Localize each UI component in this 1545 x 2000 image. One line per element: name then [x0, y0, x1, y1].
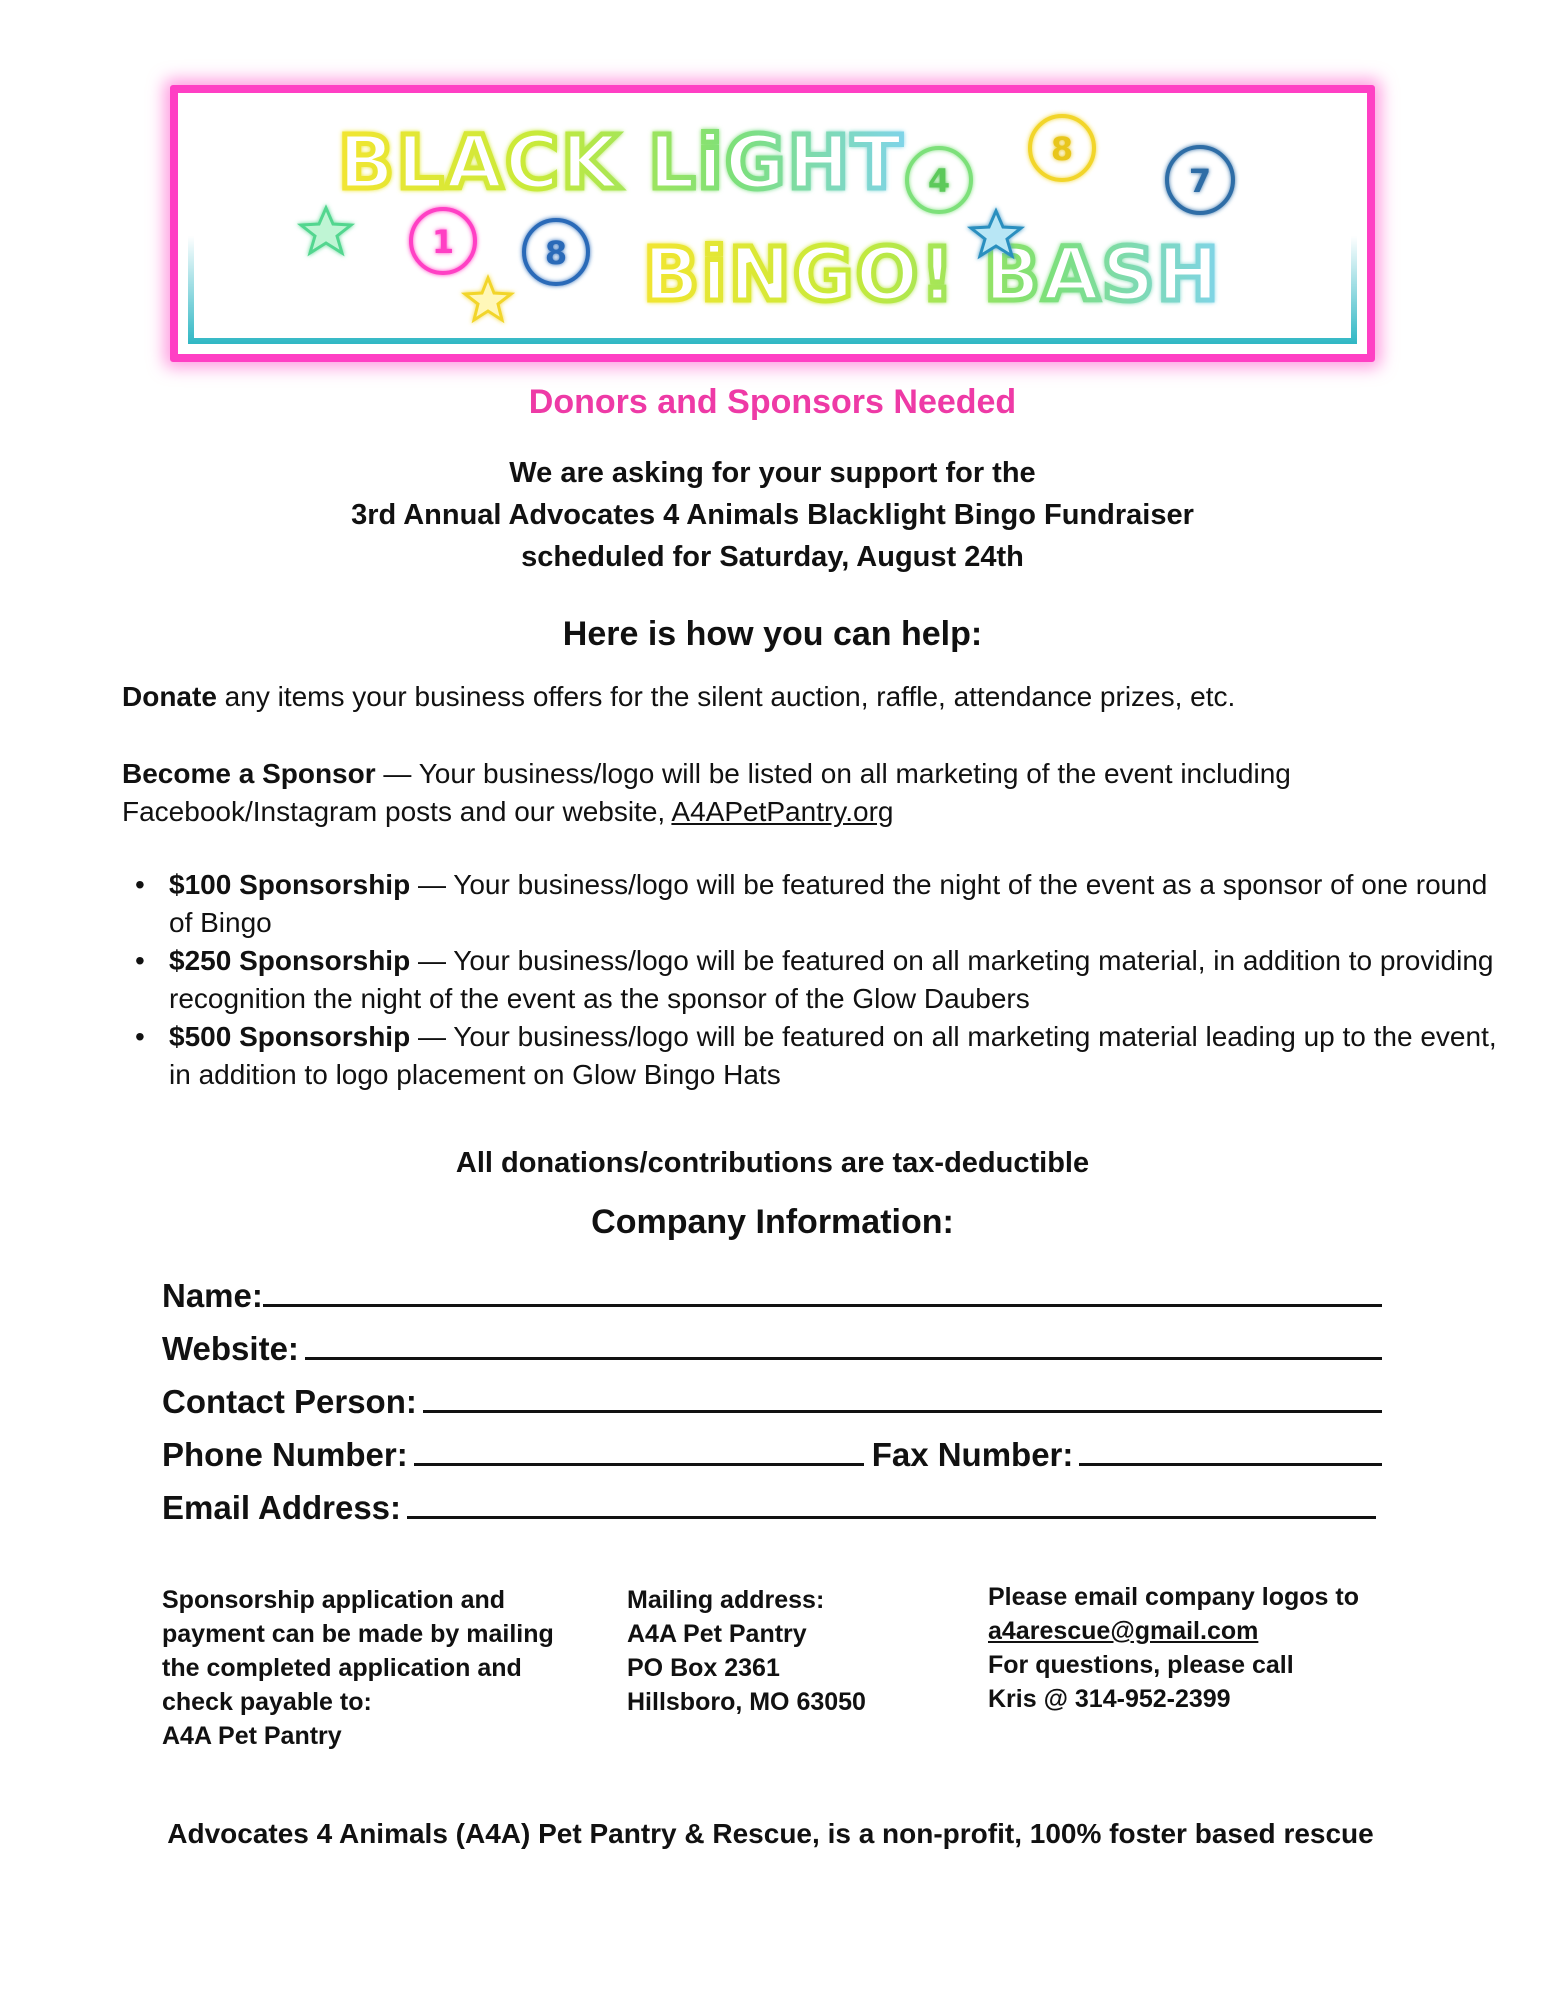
text-line: A4A Pet Pantry: [162, 1722, 342, 1750]
text-line: the completed application and: [162, 1654, 522, 1682]
text-line: For questions, please call: [988, 1651, 1294, 1679]
email-link[interactable]: a4arescue@gmail.com: [988, 1617, 1259, 1645]
banner-title-line1: BLACK LiGHT: [338, 120, 904, 206]
footer-note: Advocates 4 Animals (A4A) Pet Pantry & Rescue, is a non-profit, 100% foster based rescue: [167, 1818, 1374, 1849]
text-line: payment can be made by mailing: [162, 1620, 554, 1648]
how-to-help-heading: Here is how you can help:: [562, 615, 983, 653]
star-icon: [465, 278, 511, 320]
bingo-ball-7: [1167, 147, 1233, 213]
banner-artwork: [178, 93, 1383, 370]
tier-label: $100 Sponsorship: [169, 869, 411, 900]
tier-text: — Your business/logo will be featured on all marketing material leading up to the event, in addition to logo placement on Glow Bingo Hats: [169, 1021, 1497, 1090]
intro-line-2: 3rd Annual Advocates 4 Animals Blacklight Bingo Fundraiser: [351, 499, 1194, 531]
tier-text: — Your business/logo will be featured on all marketing material, in addition to providing recognition the night of the event as the sponsor of the Glow Daubers: [169, 945, 1494, 1014]
text-line: A4A Pet Pantry: [627, 1620, 807, 1648]
donate-label: Donate: [122, 681, 217, 712]
tier-label: $250 Sponsorship: [169, 945, 411, 976]
intro-block: [0, 452, 1545, 578]
name-field[interactable]: [263, 1274, 1382, 1307]
list-item: [135, 942, 1499, 1018]
contact-row: [162, 1376, 1382, 1429]
text-line: Please email company logos to: [988, 1583, 1359, 1611]
company-information-heading: Company Information:: [591, 1203, 954, 1241]
donate-text: any items your business offers for the silent auction, raffle, attendance prizes, etc.: [216, 681, 1236, 712]
phone-number-field[interactable]: [414, 1433, 864, 1466]
text-line: Hillsboro, MO 63050: [627, 1688, 866, 1716]
mailing-address: [627, 1583, 947, 1719]
company-information-form: [162, 1270, 1382, 1535]
tier-label: $500 Sponsorship: [169, 1021, 411, 1052]
name-label: Name:: [162, 1277, 263, 1314]
email-address-field[interactable]: [407, 1486, 1376, 1519]
text-line: Kris @ 314-952-2399: [988, 1685, 1231, 1713]
svg-text:8: 8: [1050, 130, 1074, 168]
event-banner: [170, 85, 1375, 362]
list-item: [135, 866, 1499, 942]
sponsor-paragraph: [122, 755, 1442, 831]
payment-instructions: [162, 1583, 602, 1753]
website-label: Website:: [162, 1330, 299, 1367]
star-icon: [301, 208, 351, 253]
text-line: check payable to:: [162, 1688, 372, 1716]
sponsorship-tier-list: [122, 866, 1499, 1094]
text-line: Sponsorship application and: [162, 1586, 506, 1614]
intro-line-1: We are asking for your support for the: [509, 457, 1036, 489]
phone-number-label: Phone Number:: [162, 1436, 408, 1473]
sponsor-text: — Your business/logo will be listed on all marketing of the event including Facebook/Instagram posts and our website,: [122, 758, 1291, 827]
contact-person-field[interactable]: [423, 1380, 1382, 1413]
text-line: Mailing address:: [627, 1586, 825, 1614]
subtitle: Donors and Sponsors Needed: [528, 383, 1017, 421]
email-address-label: Email Address:: [162, 1489, 402, 1526]
fax-number-field[interactable]: [1079, 1433, 1382, 1466]
contact-person-label: Contact Person:: [162, 1383, 417, 1420]
text-line: PO Box 2361: [627, 1654, 780, 1682]
svg-text:7: 7: [1188, 162, 1212, 200]
fax-number-label: Fax Number:: [871, 1436, 1074, 1473]
bingo-ball-1: [411, 209, 475, 273]
website-row: [162, 1323, 1382, 1376]
sponsor-label: Become a Sponsor: [122, 758, 376, 789]
phone-fax-row: [162, 1429, 1382, 1482]
intro-line-3: scheduled for Saturday, August 24th: [521, 541, 1024, 573]
contact-info: [988, 1580, 1408, 1716]
banner-title-line2: BiNGO! BASH: [643, 232, 1221, 318]
name-row: [162, 1270, 1382, 1323]
email-row: [162, 1482, 1382, 1535]
tier-text: — Your business/logo will be featured the night of the event as a sponsor of one round of Bingo: [169, 869, 1488, 938]
bingo-ball-8-yellow: [1030, 116, 1094, 180]
list-item: [135, 1018, 1499, 1094]
bullet: •: [135, 1021, 145, 1052]
bingo-ball-4: [907, 148, 971, 212]
svg-text:4: 4: [927, 162, 951, 200]
star-icon: [971, 211, 1021, 256]
svg-text:8: 8: [544, 234, 568, 272]
donate-paragraph: [122, 678, 1442, 716]
tax-deductible-note: All donations/contributions are tax-deductible: [455, 1147, 1090, 1179]
website-field[interactable]: [305, 1327, 1382, 1360]
bullet: •: [135, 869, 145, 900]
bullet: •: [135, 945, 145, 976]
svg-text:1: 1: [431, 223, 455, 261]
website-link[interactable]: A4APetPantry.org: [671, 796, 894, 827]
bingo-ball-8-blue: [524, 220, 588, 284]
